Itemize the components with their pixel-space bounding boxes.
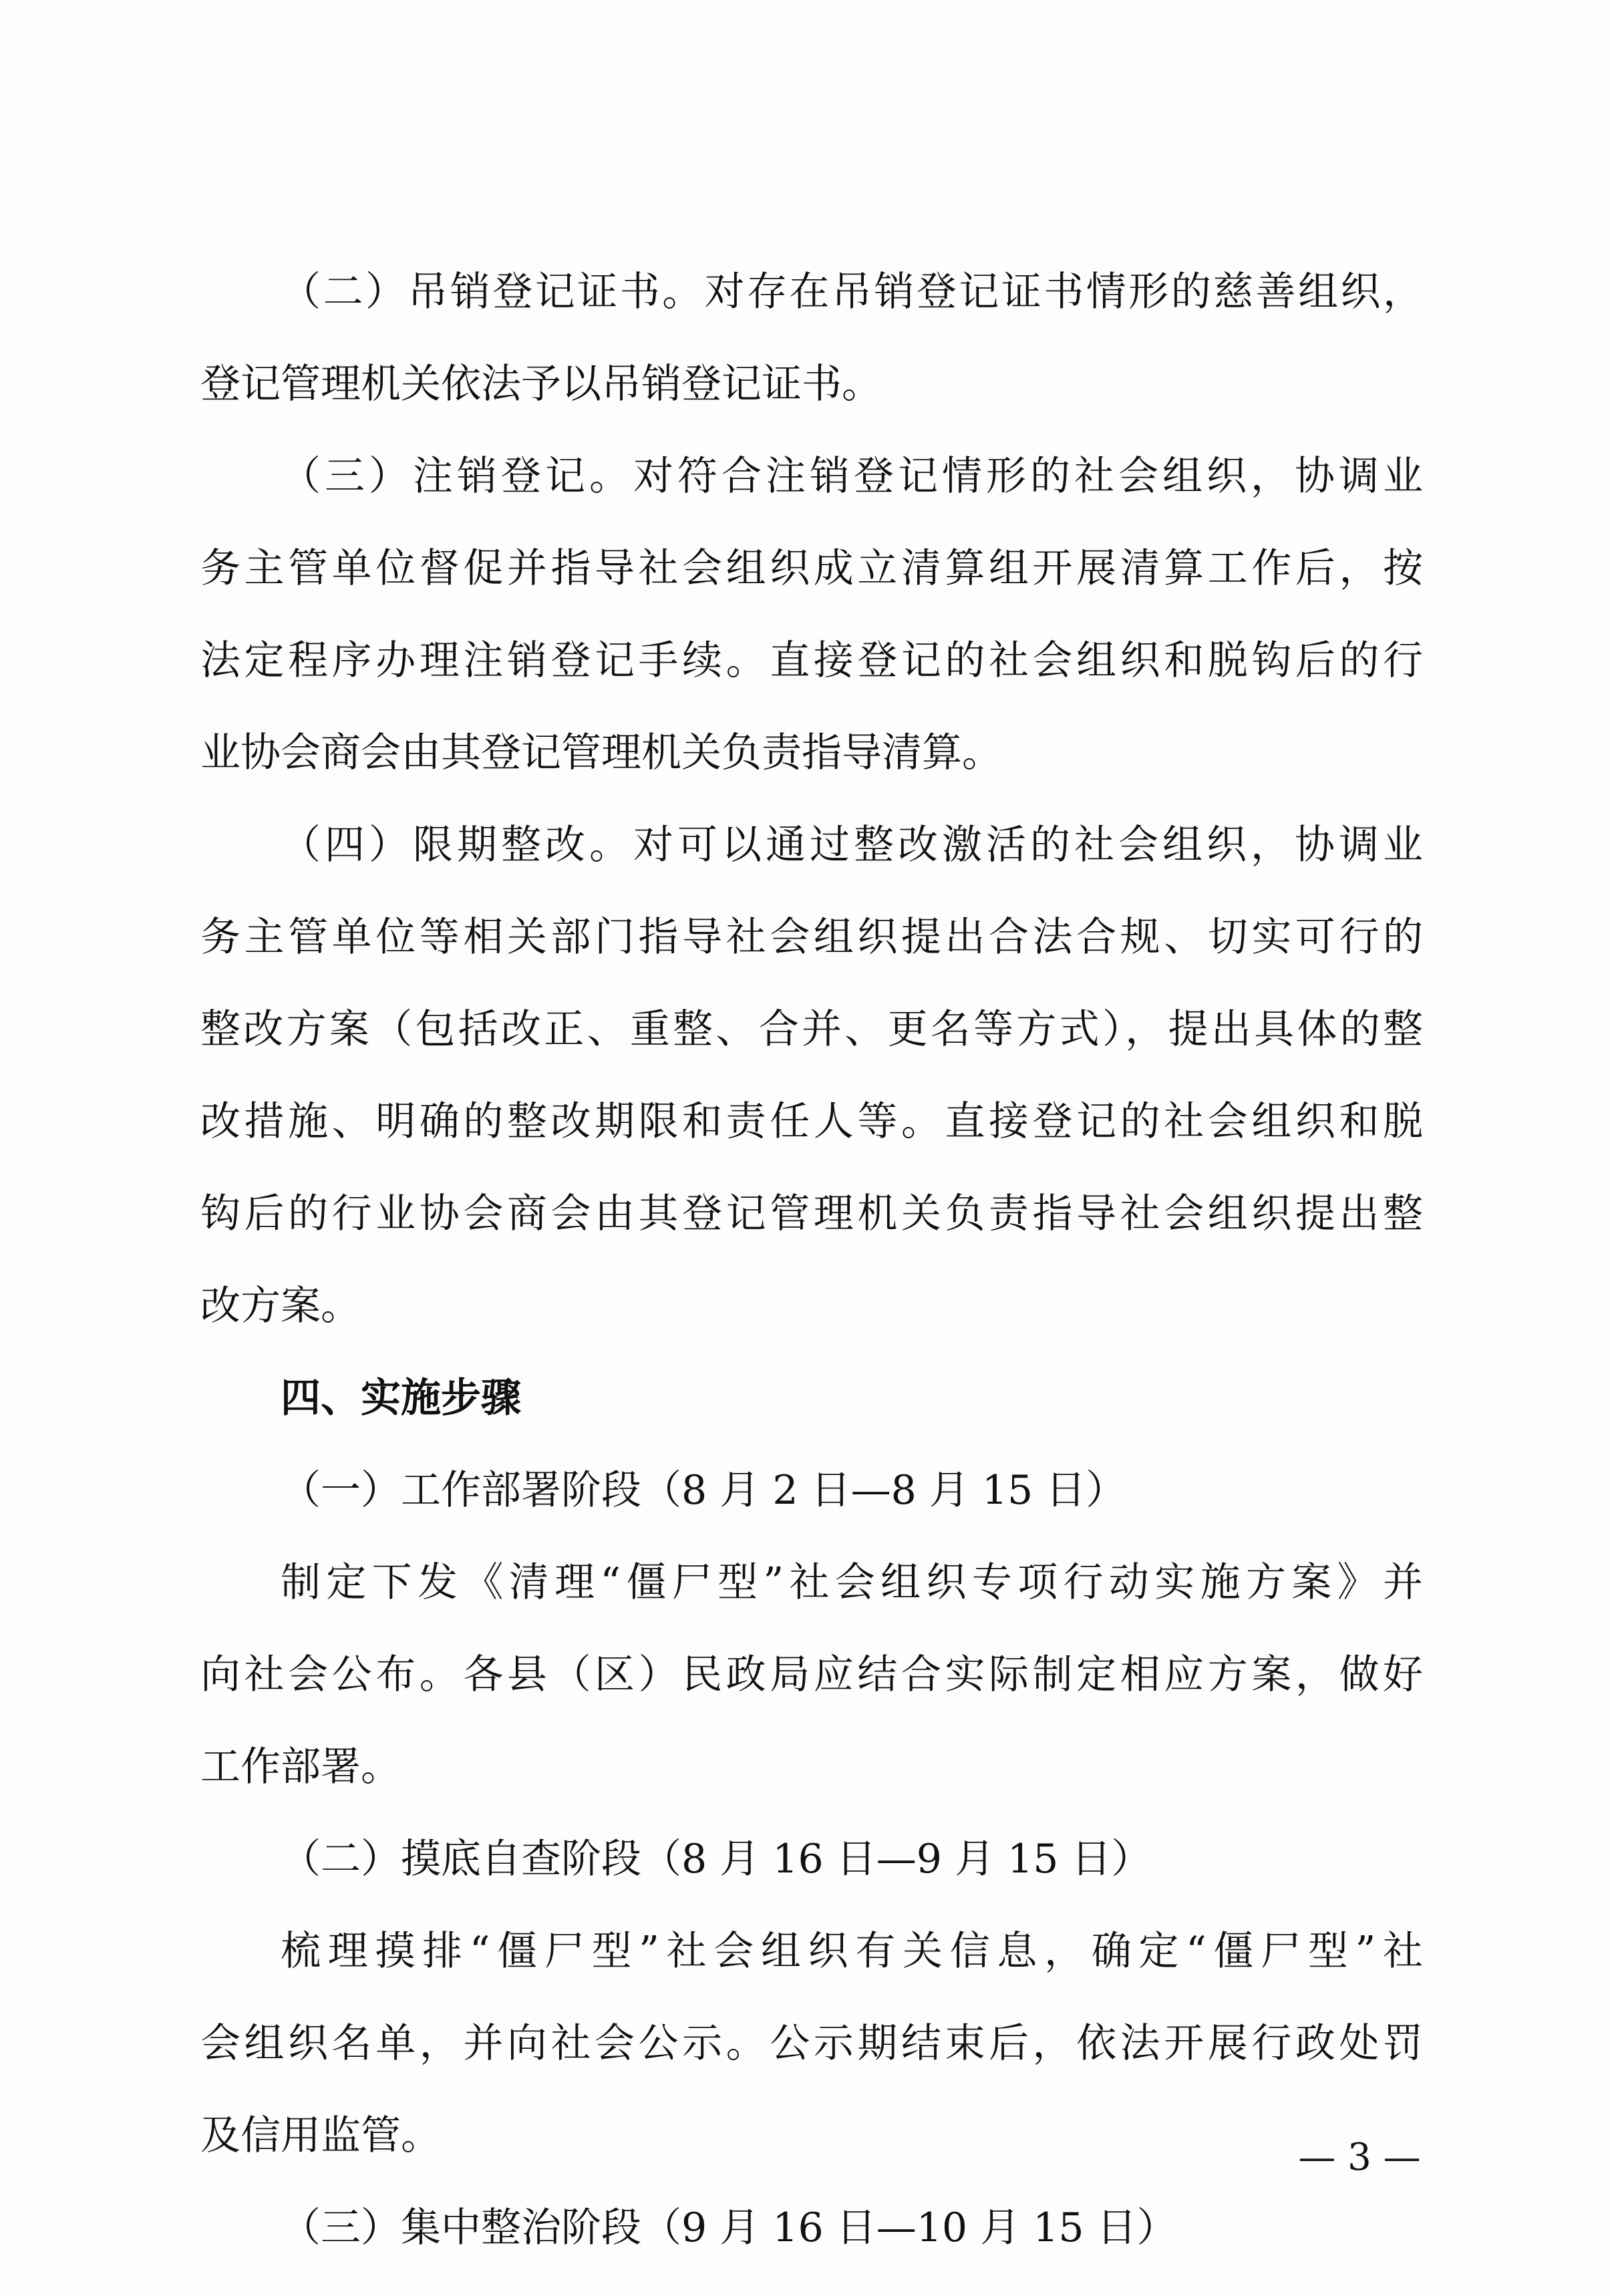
- paragraph-line: 改方案。: [200, 1283, 361, 1329]
- paragraph-line: （三）注销登记。对符合注销登记情形的社会组织，协调业: [281, 453, 1423, 500]
- paragraph-line: 梳理摸排“僵尸型”社会组织有关信息，确定“僵尸型”社: [281, 1928, 1423, 1975]
- paragraph-line: 钩后的行业协会商会由其登记管理机关负责指导社会组织提出整: [200, 1190, 1423, 1237]
- paragraph-line: 务主管单位等相关部门指导社会组织提出合法合规、切实可行的: [200, 914, 1423, 961]
- paragraph-line: （二）吊销登记证书。对存在吊销登记证书情形的慈善组织，: [281, 269, 1423, 315]
- section-heading: 四、实施步骤: [281, 1375, 521, 1422]
- step-title: （三）集中整治阶段（9 月 16 日—10 月 15 日）: [281, 2204, 1177, 2251]
- paragraph-line: 向社会公布。各县（区）民政局应结合实际制定相应方案，做好: [200, 1651, 1423, 1698]
- paragraph-line: 登记管理机关依法予以吊销登记证书。: [200, 361, 882, 407]
- paragraph-line: 改措施、明确的整改期限和责任人等。直接登记的社会组织和脱: [200, 1098, 1423, 1145]
- paragraph-line: 务主管单位督促并指导社会组织成立清算组开展清算工作后，按: [200, 545, 1423, 592]
- step-title: （一）工作部署阶段（8 月 2 日—8 月 15 日）: [281, 1467, 1126, 1514]
- paragraph-line: 业协会商会由其登记管理机关负责指导清算。: [200, 729, 1002, 776]
- paragraph-line: 及信用监管。: [200, 2112, 441, 2159]
- paragraph-line: 整改方案（包括改正、重整、合并、更名等方式），提出具体的整: [200, 1006, 1423, 1053]
- page-number: — 3 —: [1298, 2136, 1421, 2179]
- paragraph-line: 法定程序办理注销登记手续。直接登记的社会组织和脱钩后的行: [200, 637, 1423, 684]
- document-body: [200, 246, 1423, 2274]
- step-title: （二）摸底自查阶段（8 月 16 日—9 月 15 日）: [281, 1836, 1152, 1882]
- paragraph-line: 制定下发《清理“僵尸型”社会组织专项行动实施方案》并: [281, 1559, 1423, 1606]
- paragraph-line: （四）限期整改。对可以通过整改激活的社会组织，协调业: [281, 822, 1423, 868]
- paragraph-line: 会组织名单，并向社会公示。公示期结束后，依法开展行政处罚: [200, 2020, 1423, 2067]
- paragraph-line: 工作部署。: [200, 1744, 401, 1790]
